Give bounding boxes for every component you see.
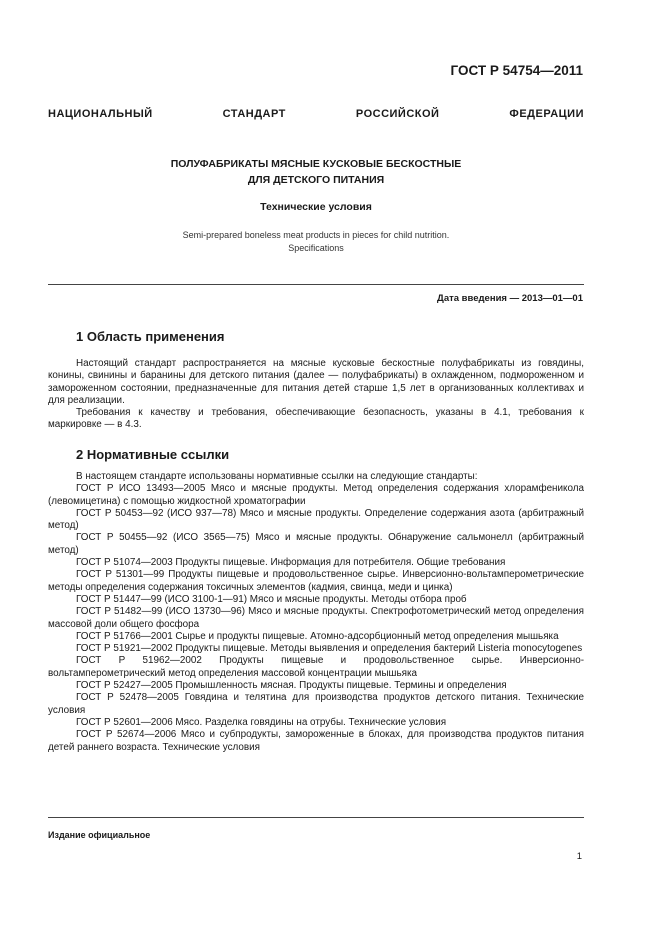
reference-item: ГОСТ Р 51447—99 (ИСО 3100-1—91) Мясо и мясные продукты. Методы отбора проб: [76, 593, 467, 605]
document-code: ГОСТ Р 54754—2011: [450, 63, 583, 78]
document-title: [48, 156, 584, 188]
reference-item: ГОСТ Р 52478—2005 Говядина и телятина для производства продуктов детского питания. Технические условия: [48, 692, 584, 716]
reference-item: ГОСТ Р 51074—2003 Продукты пищевые. Информация для потребителя. Общие требования: [76, 557, 506, 569]
english-title-line-1: Semi-prepared boneless meat products in pieces for child nutrition.: [182, 230, 450, 240]
section-heading: 1 Область применения: [76, 329, 225, 344]
paragraph: Настоящий стандарт распространяется на мясные кусковые бескостные полуфабрикаты из говядины, конины, свинины и баранины для детского питания (далее — полуфабрикаты) в охлажденном, подмороженном и замороженном состоянии, предназначенные для питания детей старше 1,5 лет в организованных коллективах и для реализации.: [48, 358, 584, 406]
reference-item: ГОСТ Р 51301—99 Продукты пищевые и продовольственное сырье. Инверсионно-вольтамперометрические методы определения содержания токсичных элементов (кадмия, свинца, меди и цинка): [48, 569, 584, 593]
title-line-1: ПОЛУФАБРИКАТЫ МЯСНЫЕ КУСКОВЫЕ БЕСКОСТНЫЕ: [170, 158, 462, 170]
english-title: [48, 229, 584, 254]
document-subtitle: Технические условия: [260, 201, 372, 213]
paragraph: В настоящем стандарте использованы нормативные ссылки на следующие стандарты:: [76, 471, 478, 482]
introduction-date: Дата введения — 2013—01—01: [437, 293, 583, 304]
paragraph: Требования к качеству и требования, обеспечивающие безопасность, указаны в 4.1, требования к маркировке — в 4.3.: [48, 407, 584, 431]
page-number: 1: [576, 851, 582, 862]
section-normative-references: [48, 447, 584, 754]
section-heading: 2 Нормативные ссылки: [76, 447, 230, 462]
english-title-line-2: Specifications: [288, 242, 344, 253]
official-edition-note: Издание официальное: [48, 830, 151, 840]
footer-divider: [48, 817, 584, 818]
reference-item: ГОСТ Р 52427—2005 Промышленность мясная. Продукты пищевые. Термины и определения: [76, 680, 507, 692]
reference-item: ГОСТ Р ИСО 13493—2005 Мясо и мясные продукты. Метод определения содержания хлорамфеникола (левомицетина) с помощью жидкостной хроматографии: [48, 483, 584, 507]
reference-item: ГОСТ Р 51482—99 (ИСО 13730—96) Мясо и мясные продукты. Спектрофотометрический метод определения массовой доли общего фосфора: [48, 606, 584, 630]
reference-item: ГОСТ Р 51962—2002 Продукты пищевые и продовольственное сырье. Инверсионно-вольтамперометрический метод определения массовой концентрации мышьяка: [48, 655, 584, 679]
reference-item: ГОСТ Р 52601—2006 Мясо. Разделка говядины на отрубы. Технические условия: [76, 716, 447, 728]
reference-item: ГОСТ Р 50453—92 (ИСО 937—78) Мясо и мясные продукты. Определение содержания азота (арбитражный метод): [48, 507, 584, 532]
reference-item: ГОСТ Р 51921—2002 Продукты пищевые. Методы выявления и определения бактерий Listeria monocytogenes: [76, 643, 583, 655]
national-standard-banner: НАЦИОНАЛЬНЫЙ СТАНДАРТ РОССИЙСКОЙ ФЕДЕРАЦИИ: [48, 108, 584, 120]
reference-item: ГОСТ Р 51766—2001 Сырье и продукты пищевые. Атомно-адсорбционный метод определения мышьяка: [76, 630, 559, 642]
title-line-2: ДЛЯ ДЕТСКОГО ПИТАНИЯ: [247, 174, 385, 186]
section-scope: [48, 329, 584, 432]
reference-item: ГОСТ Р 52674—2006 Мясо и субпродукты, замороженные в блоках, для производства продуктов питания детей раннего возраста. Технические условия: [48, 729, 584, 753]
header-divider: [48, 284, 584, 285]
reference-item: ГОСТ Р 50455—92 (ИСО 3565—75) Мясо и мясные продукты. Обнаружение сальмонелл (арбитражный метод): [48, 532, 584, 556]
